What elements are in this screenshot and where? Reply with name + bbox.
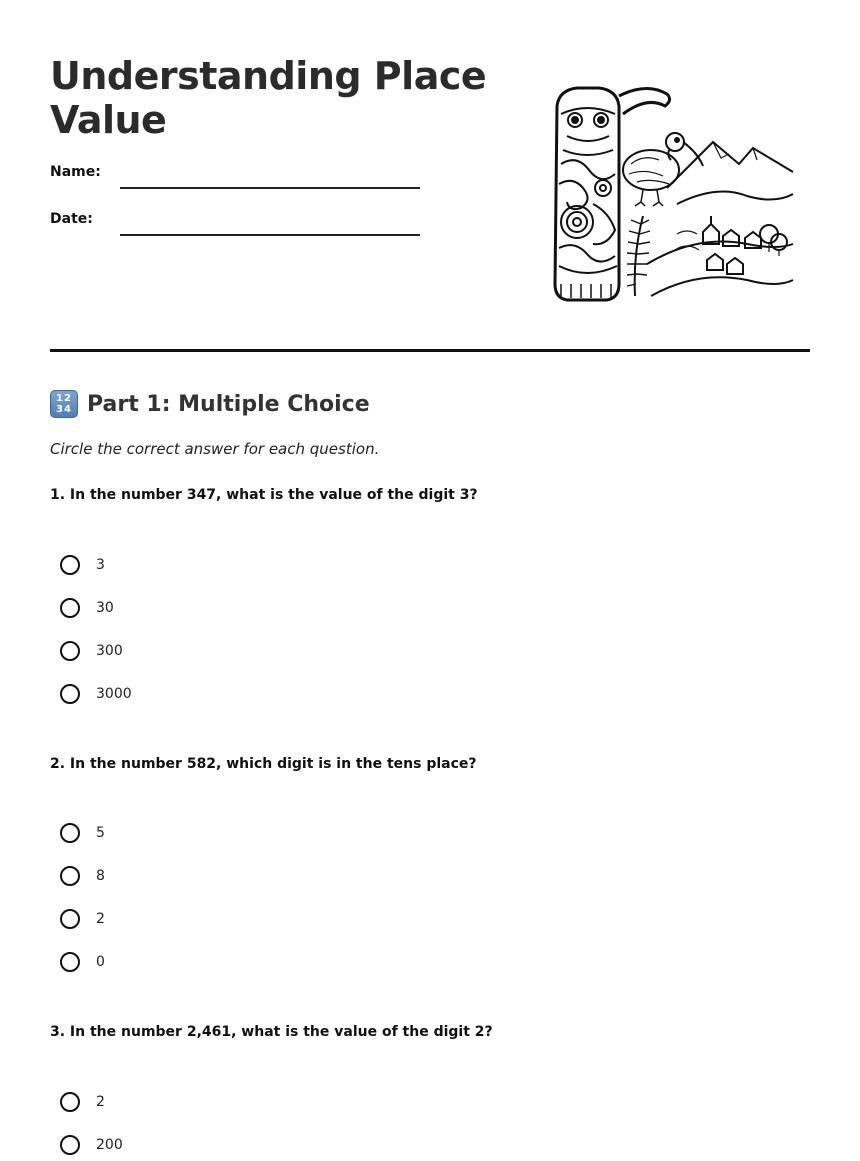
name-field[interactable] — [50, 164, 420, 188]
q2-option-d[interactable] — [60, 949, 105, 975]
q1-option-c[interactable] — [60, 638, 123, 664]
carved-pole-bird-landscape-illustration — [547, 84, 795, 306]
option-label: 0 — [96, 954, 105, 970]
q1-option-d[interactable] — [60, 681, 132, 707]
option-label: 200 — [96, 1137, 123, 1153]
radio-circle[interactable] — [60, 555, 80, 575]
radio-circle[interactable] — [60, 598, 80, 618]
option-label: 2 — [96, 1094, 105, 1110]
worksheet-page — [50, 0, 810, 1161]
page-title: Understanding Place Value — [50, 54, 487, 142]
name-label: Name: — [50, 164, 101, 180]
radio-circle[interactable] — [60, 952, 80, 972]
part1-instructions: Circle the correct answer for each question. — [50, 440, 380, 458]
q1-option-a[interactable] — [60, 552, 105, 578]
q1-option-b[interactable] — [60, 595, 114, 621]
part1-heading — [50, 389, 370, 419]
radio-circle[interactable] — [60, 1092, 80, 1112]
icon-digits-top: 12 — [56, 393, 72, 404]
date-field[interactable] — [50, 211, 420, 235]
option-label: 300 — [96, 643, 123, 659]
option-label: 3 — [96, 557, 105, 573]
header-divider — [50, 349, 810, 352]
option-label: 30 — [96, 600, 114, 616]
q3-option-b[interactable] — [60, 1132, 123, 1158]
radio-circle[interactable] — [60, 684, 80, 704]
part1-title: Part 1: Multiple Choice — [87, 391, 370, 417]
question-3: 3. In the number 2,461, what is the value of the digit 2? — [50, 1024, 493, 1040]
radio-circle[interactable] — [60, 1135, 80, 1155]
radio-circle[interactable] — [60, 823, 80, 843]
q2-option-b[interactable] — [60, 863, 105, 889]
option-label: 8 — [96, 868, 105, 884]
radio-circle[interactable] — [60, 866, 80, 886]
radio-circle[interactable] — [60, 641, 80, 661]
icon-digits-bottom: 34 — [56, 404, 72, 415]
q2-option-a[interactable] — [60, 820, 105, 846]
input-numbers-icon — [50, 390, 78, 418]
radio-circle[interactable] — [60, 909, 80, 929]
option-label: 2 — [96, 911, 105, 927]
name-line[interactable] — [120, 187, 420, 189]
question-1: 1. In the number 347, what is the value of the digit 3? — [50, 487, 478, 503]
date-line[interactable] — [120, 234, 420, 236]
option-label: 3000 — [96, 686, 132, 702]
date-label: Date: — [50, 211, 93, 227]
question-2: 2. In the number 582, which digit is in the tens place? — [50, 756, 477, 772]
q3-option-a[interactable] — [60, 1089, 105, 1115]
q2-option-c[interactable] — [60, 906, 105, 932]
option-label: 5 — [96, 825, 105, 841]
